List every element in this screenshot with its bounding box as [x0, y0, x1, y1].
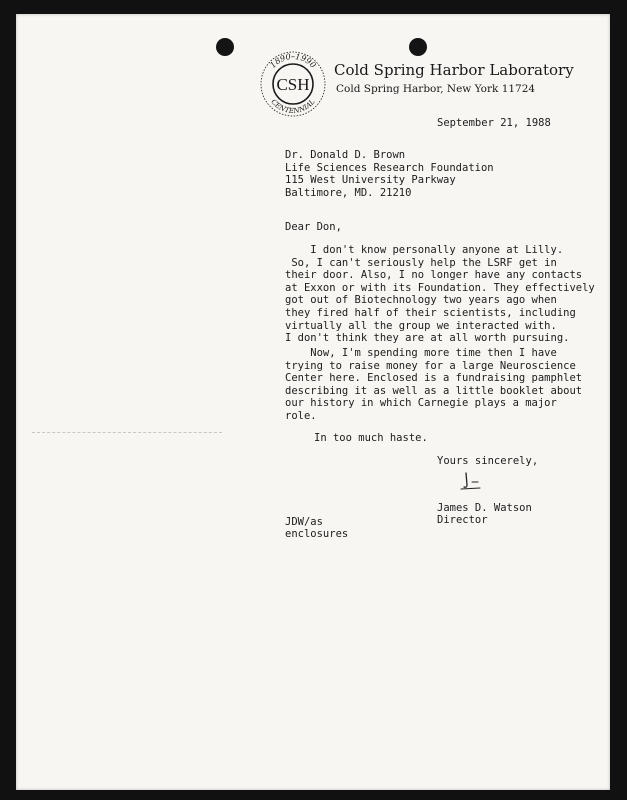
body-line: trying to raise money for a large Neuroscience: [285, 359, 576, 372]
body-line: Now, I'm spending more time then I have: [285, 347, 557, 359]
complimentary-closing: Yours sincerely,: [437, 455, 539, 467]
body-line: role.: [285, 409, 317, 422]
reference-initials: JDW/as: [285, 516, 323, 528]
enclosures-note: enclosures: [285, 528, 349, 540]
body-line: I don't know personally anyone at Lilly.: [285, 244, 564, 256]
body-paragraph-2: [285, 347, 582, 423]
letter-page: [16, 14, 610, 790]
recipient-organization: Life Sciences Research Foundation: [285, 161, 494, 174]
letter-date: September 21, 1988: [437, 117, 551, 129]
recipient-address-block: [285, 149, 494, 199]
letterhead-address: Cold Spring Harbor, New York 11724: [336, 83, 536, 95]
body-line: got out of Biotechnology two years ago when: [285, 294, 557, 307]
fold-line: [32, 432, 222, 433]
body-line: virtually all the group we interacted with.: [285, 319, 557, 332]
salutation: Dear Don,: [285, 221, 342, 233]
seal-center-text: CSH: [276, 75, 310, 94]
body-line: Center here. Enclosed is a fundraising pamphlet: [285, 372, 583, 385]
punch-hole-right: [409, 38, 427, 56]
seal-top-text: 1890–1990: [268, 52, 318, 70]
body-line: they fired half of their scientists, including: [285, 306, 576, 319]
body-line: So, I can't seriously help the LSRF get in: [285, 256, 557, 269]
svg-text:CENTENNIAL: [269, 98, 316, 116]
recipient-name: Dr. Donald D. Brown: [285, 149, 406, 161]
centennial-seal-logo: [258, 48, 328, 118]
closing-remark: In too much haste.: [314, 432, 428, 444]
letterhead-name: Cold Spring Harbor Laboratory: [334, 61, 574, 79]
recipient-street: 115 West University Parkway: [285, 174, 456, 187]
body-paragraph-1: [285, 244, 595, 345]
body-line: I don't think they are at all worth pursuing.: [285, 332, 570, 345]
signer-title: Director: [437, 514, 488, 526]
body-line: their door. Also, I no longer have any contacts: [285, 269, 583, 282]
body-line: at Exxon or with its Foundation. They effectively: [285, 281, 595, 294]
body-line: our history in which Carnegie plays a major: [285, 397, 557, 410]
body-line: describing it as well as a little booklet about: [285, 384, 583, 397]
punch-hole-left: [216, 38, 234, 56]
signer-name: James D. Watson: [437, 502, 532, 514]
handwritten-signature: [458, 470, 484, 492]
seal-bottom-text: CENTENNIAL: [269, 97, 317, 116]
recipient-city: Baltimore, MD. 21210: [285, 186, 412, 199]
svg-text:1890–1990: [268, 52, 317, 70]
